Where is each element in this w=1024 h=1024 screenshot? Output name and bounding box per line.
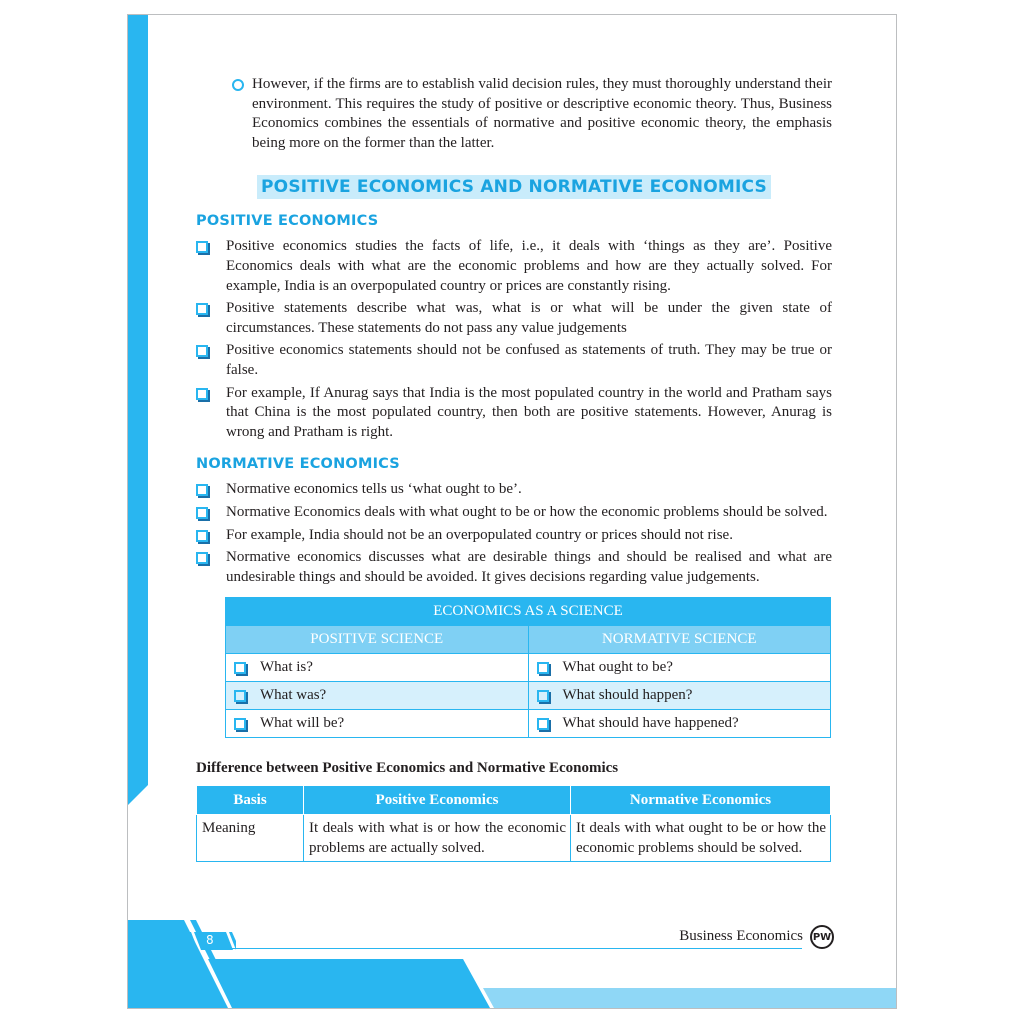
section-title: POSITIVE ECONOMICS AND NORMATIVE ECONOMICS xyxy=(257,175,771,199)
table-cell: What should happen? xyxy=(562,687,693,704)
square-bullet-icon xyxy=(234,690,246,702)
column-header: NORMATIVE SCIENCE xyxy=(528,626,831,654)
positive-list xyxy=(196,237,832,442)
normative-heading: NORMATIVE ECONOMICS xyxy=(196,456,400,473)
page-number: 8 xyxy=(206,933,214,947)
square-bullet-icon xyxy=(537,690,549,702)
bottom-decoration xyxy=(128,916,897,1008)
book-page xyxy=(127,14,897,1009)
square-bullet-icon xyxy=(196,241,208,253)
list-item: For example, India should not be an overpopulated country or prices should not rise. xyxy=(196,526,832,546)
economics-science-table xyxy=(225,597,831,738)
column-header: Positive Economics xyxy=(304,786,571,815)
intro-text: However, if the firms are to establish valid decision rules, they must thoroughly understand their environment. This requires the study of positive or descriptive economic theory. Thus, Business Economics combines the essentials of normative and positive economic theory, the emphasis being more on the former than the latter. xyxy=(252,76,832,151)
list-item: Normative economics tells us ‘what ought to be’. xyxy=(196,480,832,500)
positive-heading: POSITIVE ECONOMICS xyxy=(196,213,379,230)
square-bullet-icon xyxy=(196,530,208,542)
table-row xyxy=(226,682,831,710)
list-item: Normative economics discusses what are desirable things and should be realised and what are undesirable things and should be avoided. It gives decisions regarding value judgements. xyxy=(196,548,832,587)
square-bullet-icon xyxy=(196,388,208,400)
table-cell: What should have happened? xyxy=(562,715,739,732)
side-accent-bar-tip xyxy=(128,785,148,805)
list-item: Positive statements describe what was, what is or what will be under the given state of circumstances. These statements do not pass any value judgements xyxy=(196,299,832,338)
table-title: ECONOMICS AS A SCIENCE xyxy=(226,598,831,626)
column-header: Basis xyxy=(197,786,304,815)
publisher-logo-icon: PW xyxy=(810,925,834,949)
normative-list xyxy=(196,480,832,587)
difference-table xyxy=(196,785,831,862)
list-item: For example, If Anurag says that India is the most populated country in the world and Pratham says that China is the most populated country, then both are positive statements. However, Anurag is wrong and Pratham is right. xyxy=(196,384,832,443)
table-row xyxy=(226,654,831,682)
square-bullet-icon xyxy=(196,484,208,496)
square-bullet-icon xyxy=(234,662,246,674)
square-bullet-icon xyxy=(196,507,208,519)
table-row xyxy=(197,815,831,862)
table-cell: What is? xyxy=(260,659,313,676)
list-item: Positive economics statements should not be confused as statements of truth. They may be true or false. xyxy=(196,341,832,380)
circle-bullet-icon xyxy=(232,79,244,91)
intro-bullet xyxy=(196,75,832,153)
book-title: Business Economics xyxy=(679,928,803,944)
page-content xyxy=(196,75,832,862)
column-header: Normative Economics xyxy=(571,786,831,815)
column-header: POSITIVE SCIENCE xyxy=(226,626,529,654)
square-bullet-icon xyxy=(196,552,208,564)
side-accent-bar xyxy=(128,15,148,785)
table-cell: It deals with what ought to be or how the economic problems should be solved. xyxy=(571,815,831,862)
square-bullet-icon xyxy=(537,662,549,674)
list-item: Normative Economics deals with what ought to be or how the economic problems should be solved. xyxy=(196,503,832,523)
table-cell: Meaning xyxy=(197,815,304,862)
square-bullet-icon xyxy=(537,718,549,730)
table-cell: It deals with what is or how the economic problems are actually solved. xyxy=(304,815,571,862)
table-cell: What was? xyxy=(260,687,327,704)
table-cell: What ought to be? xyxy=(562,659,673,676)
list-item: Positive economics studies the facts of life, i.e., it deals with ‘things as they are’. Positive Economics deals with what are the economic problems and how are they actually solved. For example, India is an overpopulated country or prices are constantly rising. xyxy=(196,237,832,296)
table-row xyxy=(226,710,831,738)
square-bullet-icon xyxy=(196,303,208,315)
table-cell: What will be? xyxy=(260,715,345,732)
square-bullet-icon xyxy=(196,345,208,357)
square-bullet-icon xyxy=(234,718,246,730)
difference-title: Difference between Positive Economics and Normative Economics xyxy=(196,760,619,777)
